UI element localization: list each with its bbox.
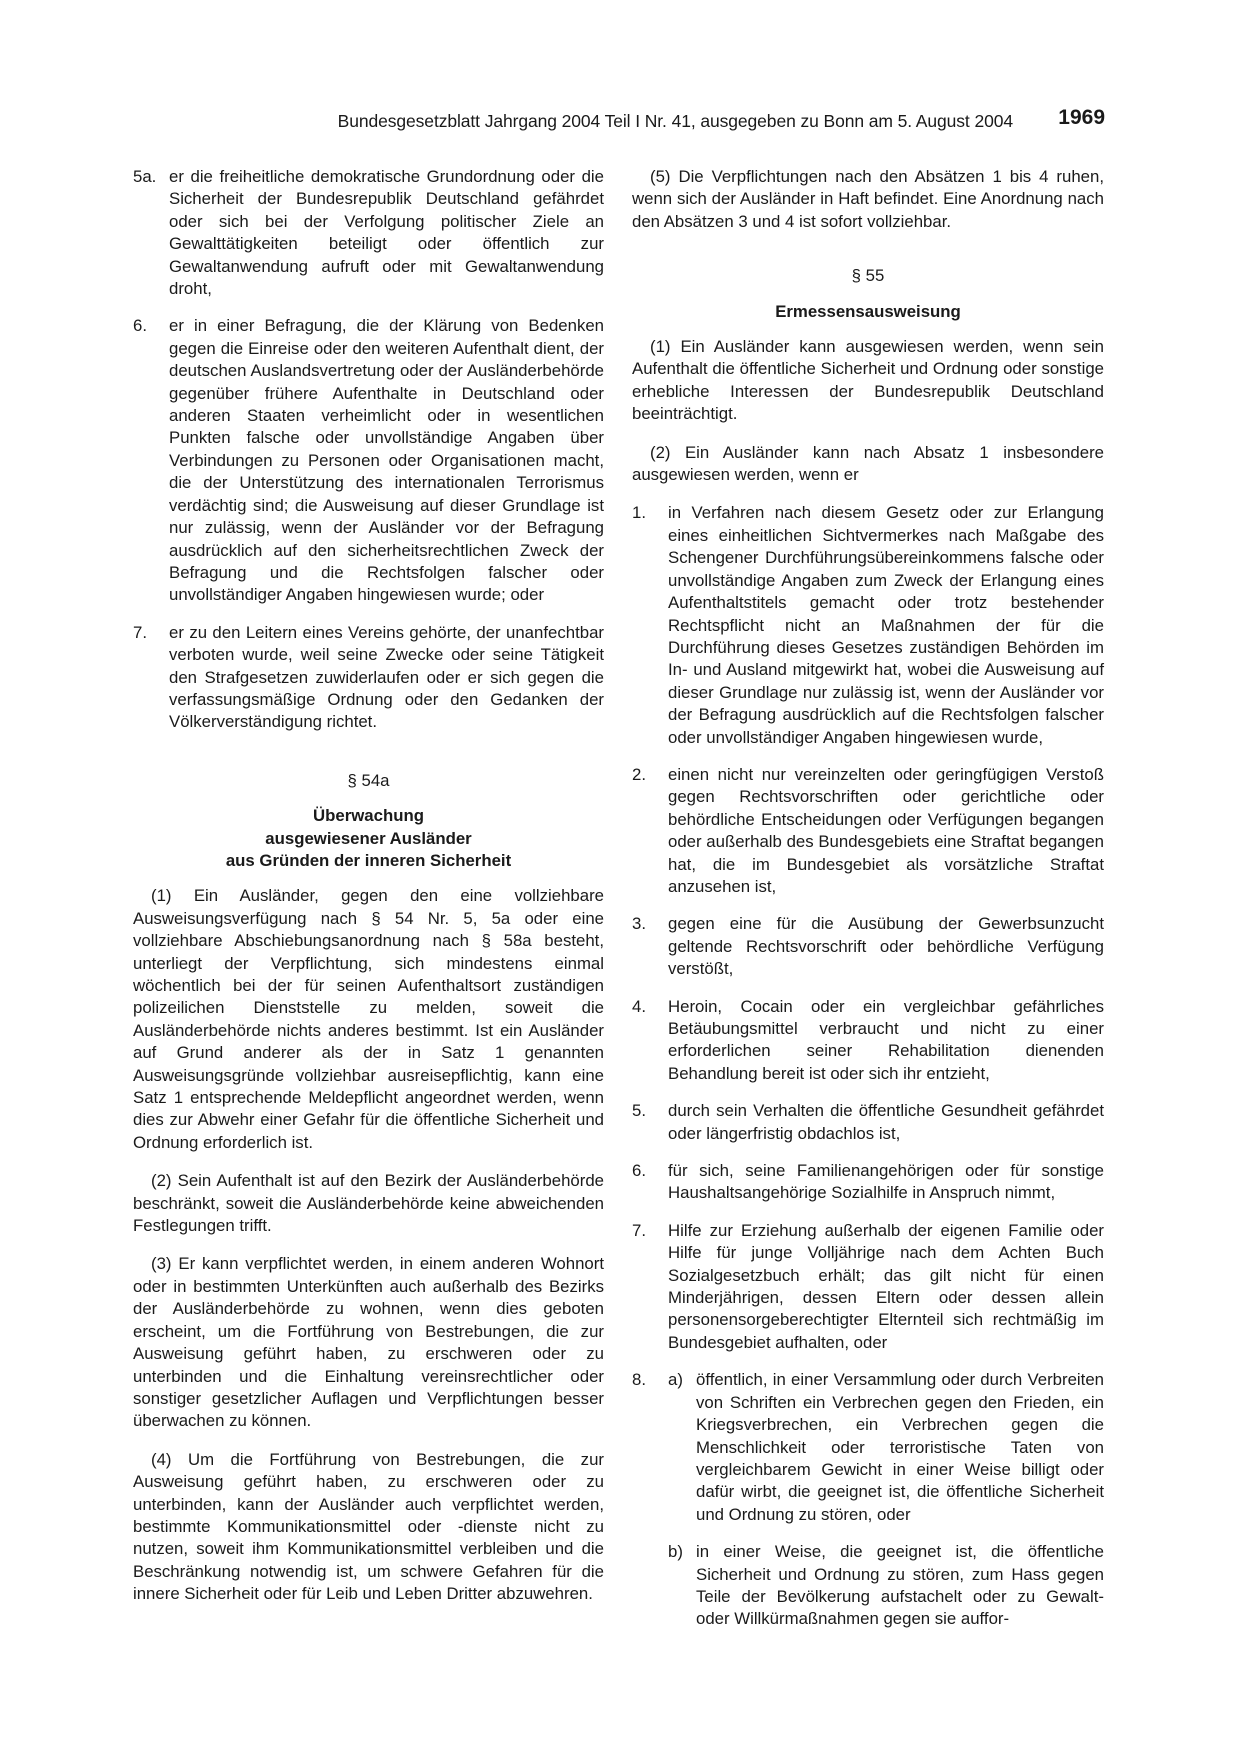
list-item (133, 166, 604, 300)
paragraph: (1) Ein Ausländer, gegen den eine vollziehbare Ausweisungsverfügung nach § 54 Nr. 5, 5a oder eine vollziehbare Abschiebungsanordnung nach § 58a besteht, unterliegt der Verpflichtung, sich mindestens einmal wöchentlich bei der für seinen Aufenthaltsort zuständigen polizeilichen Dienststelle zu melden, soweit die Ausländerbehörde nichts anderes bestimmt. Ist ein Ausländer auf Grund anderer als der in Satz 1 genannten Ausweisungsgründe vollziehbar ausreisepflichtig, kann eine Satz 1 entsprechende Meldepflicht angeordnet werden, wenn dies zur Abwehr einer Gefahr für die öffentliche Sicherheit und Ordnung erforderlich ist. (133, 886, 604, 1152)
item-number: 7. (632, 1220, 646, 1240)
item-text: Hilfe zur Erziehung außerhalb der eigenen Familie oder Hilfe für junge Volljährige nach dem Achten Buch Sozialgesetzbuch erhält; das gilt nicht für einen Minderjährigen, dessen Eltern oder dessen allein personensorgeberechtigter Elternteil sich rechtmäßig im Bundesgebiet aufhalten, oder (668, 1220, 1104, 1352)
item-number: 6. (632, 1161, 646, 1181)
item-number: 5a. (133, 167, 157, 186)
running-title: Bundesgesetzblatt Jahrgang 2004 Teil I Nr. 41, ausgegeben zu Bonn am 5. August 2004 (337, 111, 1013, 131)
item-number: 7. (133, 622, 147, 642)
sub-item-text: in einer Weise, die geeignet ist, die öffentliche Sicherheit und Ordnung zu stören, zum Hass gegen Teile der Bevölkerung aufstachelt oder zu Gewalt- oder Willkürmaßnahmen gegen sie auffor- (696, 1542, 1104, 1629)
section-title-55: Ermessensausweisung (775, 301, 961, 321)
paragraph: (3) Er kann verpflichtet werden, in einem anderen Wohnort oder in bestimmten Unterkünften auch außerhalb des Bezirks der Ausländerbehörde zu wohnen, wenn dies geboten erscheint, um die Fortführung von Bestrebungen, die zur Ausweisung geführt haben, zu erschweren oder zu unterbinden und die Einhaltung vereinsrechtlicher oder sonstiger gesetzlicher Auflagen und Verpflichtungen besser überwachen zu können. (133, 1254, 604, 1431)
section-title-line: aus Gründen der inneren Sicherheit (225, 850, 512, 870)
left-column (133, 166, 604, 1622)
item-text: durch sein Verhalten die öffentliche Gesundheit gefährdet oder längerfristig obdachlos ist, (668, 1101, 1104, 1143)
section-number-55: § 55 (851, 266, 885, 286)
item-number: 5. (632, 1101, 646, 1121)
item-number: 2. (632, 764, 646, 784)
item-number: 8. (632, 1370, 646, 1390)
paragraph: (4) Um die Fortführung von Bestrebungen, die zur Ausweisung geführt haben, zu erschweren oder zu unterbinden, kann der Ausländer auch verpflichtet werden, bestimmte Kommunikationsmittel oder -dienste nicht zu nutzen, soweit ihm Kommunikationsmittel verbleiben und die Beschränkung notwendig ist, um schwere Gefahren für die innere Sicherheit oder für Leib und Leben Dritter abzuwehren. (133, 1449, 604, 1604)
list-item (632, 996, 1104, 1086)
item-number: 4. (632, 996, 646, 1016)
paragraph: (2) Sein Aufenthalt ist auf den Bezirk der Ausländerbehörde beschränkt, soweit die Ausländerbehörde keine abweichenden Festlegungen trifft. (133, 1171, 604, 1236)
item-text: Heroin, Cocain oder ein vergleichbar gefährliches Betäubungsmittel verbraucht und nicht zu einer erforderlichen seiner Rehabilitation dienenden Behandlung bereit ist oder sich ihr entzieht, (668, 996, 1104, 1083)
right-column (632, 166, 1104, 1646)
list-item (133, 315, 604, 606)
item-number: 6. (133, 316, 147, 336)
paragraph: (2) Ein Ausländer kann nach Absatz 1 insbesondere ausgewiesen werden, wenn er (632, 442, 1104, 485)
list-item (632, 1100, 1104, 1145)
sub-item-label: b) (668, 1542, 683, 1562)
list-item (632, 764, 1104, 898)
item-text: gegen eine für die Ausübung der Gewerbsunzucht geltende Rechtsvorschrift oder behördliche Verfügung verstößt, (668, 914, 1104, 979)
list-item (133, 622, 604, 734)
section-title-line: ausgewiesener Ausländer (265, 828, 472, 848)
paragraph: (5) Die Verpflichtungen nach den Absätzen 1 bis 4 ruhen, wenn sich der Ausländer in Haft befindet. Eine Anordnung nach den Absätzen 3 und 4 ist sofort vollziehbar. (632, 167, 1104, 231)
item-number: 1. (632, 503, 646, 523)
page-header (130, 106, 1105, 140)
sub-item-label: a) (668, 1370, 683, 1390)
page-number: 1969 (1058, 106, 1105, 129)
list-item (632, 1220, 1104, 1354)
paragraph: (1) Ein Ausländer kann ausgewiesen werden, wenn sein Aufenthalt die öffentliche Sicherheit und Ordnung oder sonstige erhebliche Interessen der Bundesrepublik Deutschland beeinträchtigt. (632, 337, 1104, 424)
item-text: einen nicht nur vereinzelten oder geringfügigen Verstoß gegen Rechtsvorschriften oder gerichtliche oder behördliche Entscheidungen oder Verfügungen begangen oder außerhalb des Bundesgebiets eine Straftat begangen hat, die im Bundesgebiet als vorsätzliche Straftat anzusehen ist, (668, 764, 1104, 896)
item-text: er in einer Befragung, die der Klärung von Bedenken gegen die Einreise oder den weiteren Aufenthalt dient, der deutschen Auslandsvertretung oder der Ausländerbehörde gegenüber frühere Aufenthalte in Deutschland oder anderen Staaten verheimlicht oder in wesentlichen Punkten falsche oder unvollständige Angaben über Verbindungen zu Personen oder Organisationen macht, die der Unterstützung des internationalen Terrorismus verdächtig sind; die Ausweisung auf dieser Grundlage ist nur zulässig, wenn der Ausländer vor der Befragung ausdrücklich auf den sicherheitsrechtlichen Zweck der Befragung und die Rechtsfolgen falscher oder unvollständiger Angaben hingewiesen wurde; oder (169, 316, 604, 605)
section-title-54a (133, 805, 604, 872)
list-item (632, 1160, 1104, 1205)
item-text: er zu den Leitern eines Vereins gehörte, der unanfechtbar verboten wurde, weil seine Zwecke oder seine Tätigkeit den Strafgesetzen zuwiderlaufen oder er sich gegen die verfassungsmäßige Ordnung oder den Gedanken der Völkerverständigung richtet. (169, 622, 604, 732)
item-text: er die freiheitliche demokratische Grundordnung oder die Sicherheit der Bundesrepublik Deutschland gefährdet oder sich bei der Verfolgung politischer Ziele an Gewalttätigkeiten beteiligt oder öffentlich zur Gewaltanwendung aufruft oder mit Gewaltanwendung droht, (169, 167, 604, 299)
sub-item-b (668, 1541, 1104, 1631)
sub-item-text: öffentlich, in einer Versammlung oder durch Verbreiten von Schriften ein Verbrechen gegen den Frieden, ein Kriegsverbrechen, ein Verbrechen gegen die Menschlichkeit oder terroristische Taten von vergleichbarem Gewicht in einer Weise billigt oder dafür wirbt, die geeignet ist, die öffentliche Sicherheit und Ordnung zu stören, oder (696, 1370, 1104, 1524)
list-item (632, 913, 1104, 980)
sub-item-a (668, 1369, 1104, 1526)
section-number-54a: § 54a (347, 770, 390, 790)
list-item (632, 502, 1104, 748)
item-text: in Verfahren nach diesem Gesetz oder zur Erlangung eines einheitlichen Sichtvermerkes nach Maßgabe des Schengener Durchführungsübereinkommens falsche oder unvollständige Angaben zum Zweck der Erlangung eines Aufenthaltstitels gemacht oder trotz bestehender Rechtspflicht nicht an Maßnahmen der für die Durchführung dieses Gesetzes zuständigen Behörden im In- und Ausland mitgewirkt hat, wobei die Ausweisung auf dieser Grundlage nur zulässig ist, wenn der Ausländer vor der Befragung ausdrücklich auf die Rechtsfolgen falscher oder unvollständiger Angaben hingewiesen wurde, (668, 503, 1104, 747)
section-title-line: Überwachung (313, 806, 424, 826)
list-item-8 (632, 1369, 1104, 1630)
item-number: 3. (632, 914, 646, 934)
item-text: für sich, seine Familienangehörigen oder für sonstige Haushaltsangehörige Sozialhilfe in Anspruch nimmt, (668, 1161, 1104, 1203)
